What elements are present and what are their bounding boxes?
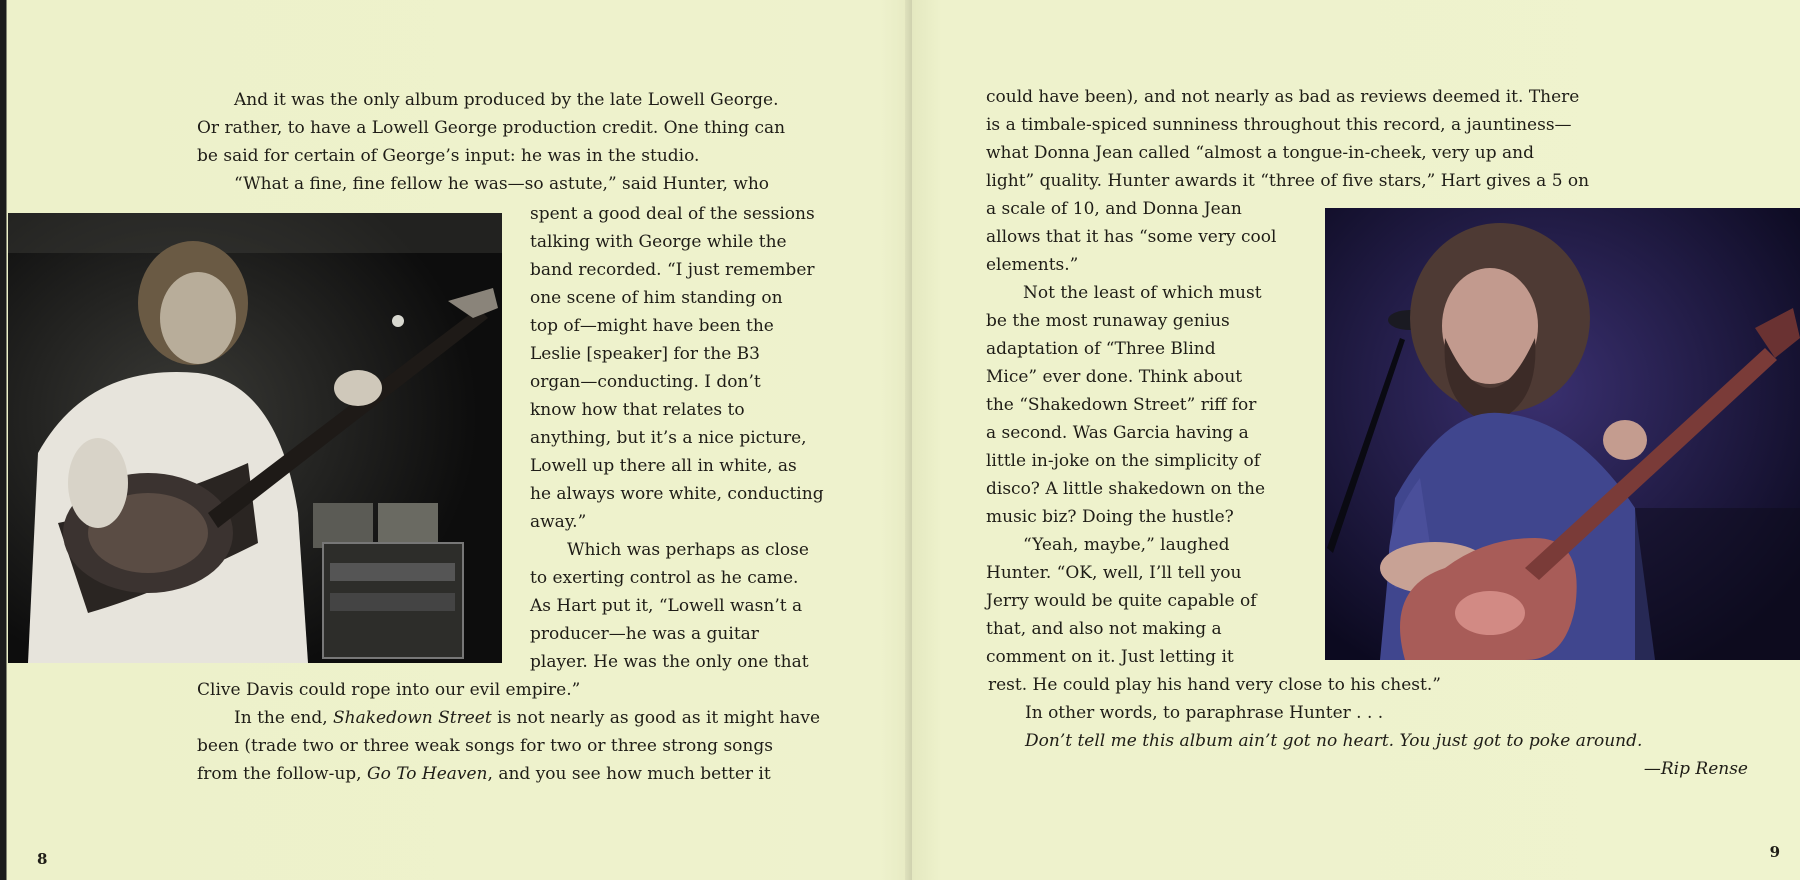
- text-line: been (trade two or three weak songs for two or three strong songs: [197, 736, 773, 756]
- text-line: is a timbale-spiced sunniness throughout this record, a jauntiness—: [986, 115, 1572, 135]
- text-line: band recorded. “I just remember: [530, 260, 815, 280]
- text-line: comment on it. Just letting it: [986, 647, 1234, 667]
- text-line: Mice” ever done. Think about: [986, 367, 1243, 387]
- guitarist-photo-left: [8, 213, 502, 663]
- pull-quote: Don’t tell me this album ain’t got no heart. You just got to poke around.: [1025, 731, 1643, 751]
- text-line: disco? A little shakedown on the: [986, 479, 1266, 499]
- left-top-paragraphs: [197, 86, 785, 198]
- text-line: [197, 704, 820, 732]
- page-number: 8: [37, 850, 48, 868]
- text-line: spent a good deal of the sessions: [530, 204, 815, 224]
- text-run: , and you see how much better it: [487, 764, 771, 784]
- text-line: the “Shakedown Street” riff for: [986, 395, 1257, 415]
- text-line: that, and also not making a: [986, 619, 1222, 639]
- text-line: a second. Was Garcia having a: [986, 423, 1249, 443]
- text-line: be the most runaway genius: [986, 311, 1230, 331]
- text-line: music biz? Doing the hustle?: [986, 507, 1234, 527]
- text-line: be said for certain of George’s input: he was in the studio.: [197, 146, 700, 166]
- text-line: Jerry would be quite capable of: [986, 591, 1257, 611]
- text-line: “What a fine, fine fellow he was—so astute,” said Hunter, who: [234, 174, 770, 194]
- text-line: adaptation of “Three Blind: [986, 339, 1216, 359]
- text-line: light” quality. Hunter awards it “three of five stars,” Hart gives a 5 on: [986, 171, 1590, 191]
- text-line: to exerting control as he came.: [530, 568, 799, 588]
- text-line: elements.”: [986, 255, 1079, 275]
- album-title: Go To Heaven: [367, 764, 488, 784]
- text-line: And it was the only album produced by the late Lowell George.: [234, 90, 779, 110]
- text-line: allows that it has “some very cool: [986, 227, 1277, 247]
- text-line: organ—conducting. I don’t: [530, 372, 761, 392]
- guitarist-photo-right-image: [1325, 208, 1800, 660]
- right-column-text: [986, 195, 1276, 671]
- guitarist-photo-right: [1325, 208, 1800, 660]
- text-line: Or rather, to have a Lowell George production credit. One thing can: [197, 118, 786, 138]
- text-line: one scene of him standing on: [530, 288, 783, 308]
- text-line: “Yeah, maybe,” laughed: [1023, 535, 1230, 555]
- left-bottom-paragraphs: [197, 676, 820, 788]
- text-run: In the end,: [234, 708, 334, 728]
- left-column-text: [530, 200, 824, 676]
- text-line: know how that relates to: [530, 400, 745, 420]
- right-top-paragraph: [986, 83, 1589, 195]
- text-run: is not nearly as good as it might have: [491, 708, 820, 728]
- text-line: Not the least of which must: [1023, 283, 1262, 303]
- text-line: away.”: [530, 512, 587, 532]
- text-line: could have been), and not nearly as bad as reviews deemed it. There: [986, 87, 1580, 107]
- text-line: player. He was the only one that: [530, 652, 809, 672]
- text-line: Hunter. “OK, well, I’ll tell you: [986, 563, 1242, 583]
- text-line: Leslie [speaker] for the B3: [530, 344, 760, 364]
- text-line: Which was perhaps as close: [567, 540, 809, 560]
- guitarist-photo-left-image: [8, 213, 502, 663]
- text-line: producer—he was a guitar: [530, 624, 759, 644]
- text-line: Lowell up there all in white, as: [530, 456, 797, 476]
- text-line: As Hart put it, “Lowell wasn’t a: [530, 596, 803, 616]
- text-line: [197, 760, 820, 788]
- text-line: he always wore white, conducting: [530, 484, 824, 504]
- byline: —Rip Rense: [1643, 759, 1748, 779]
- text-line: a scale of 10, and Donna Jean: [986, 199, 1242, 219]
- text-line: anything, but it’s a nice picture,: [530, 428, 807, 448]
- text-line: talking with George while the: [530, 232, 787, 252]
- right-bottom-paragraphs: [988, 671, 1642, 755]
- text-line: little in-joke on the simplicity of: [986, 451, 1261, 471]
- album-title: Shakedown Street: [333, 708, 492, 728]
- text-line: Clive Davis could rope into our evil empire.”: [197, 680, 581, 700]
- page-number: 9: [1769, 843, 1780, 861]
- text-run: from the follow-up,: [197, 764, 367, 784]
- text-line: rest. He could play his hand very close to his chest.”: [988, 675, 1441, 695]
- text-line: top of—might have been the: [530, 316, 774, 336]
- text-line: what Donna Jean called “almost a tongue-in-cheek, very up and: [986, 143, 1535, 163]
- text-line: In other words, to paraphrase Hunter . . .: [1025, 703, 1384, 723]
